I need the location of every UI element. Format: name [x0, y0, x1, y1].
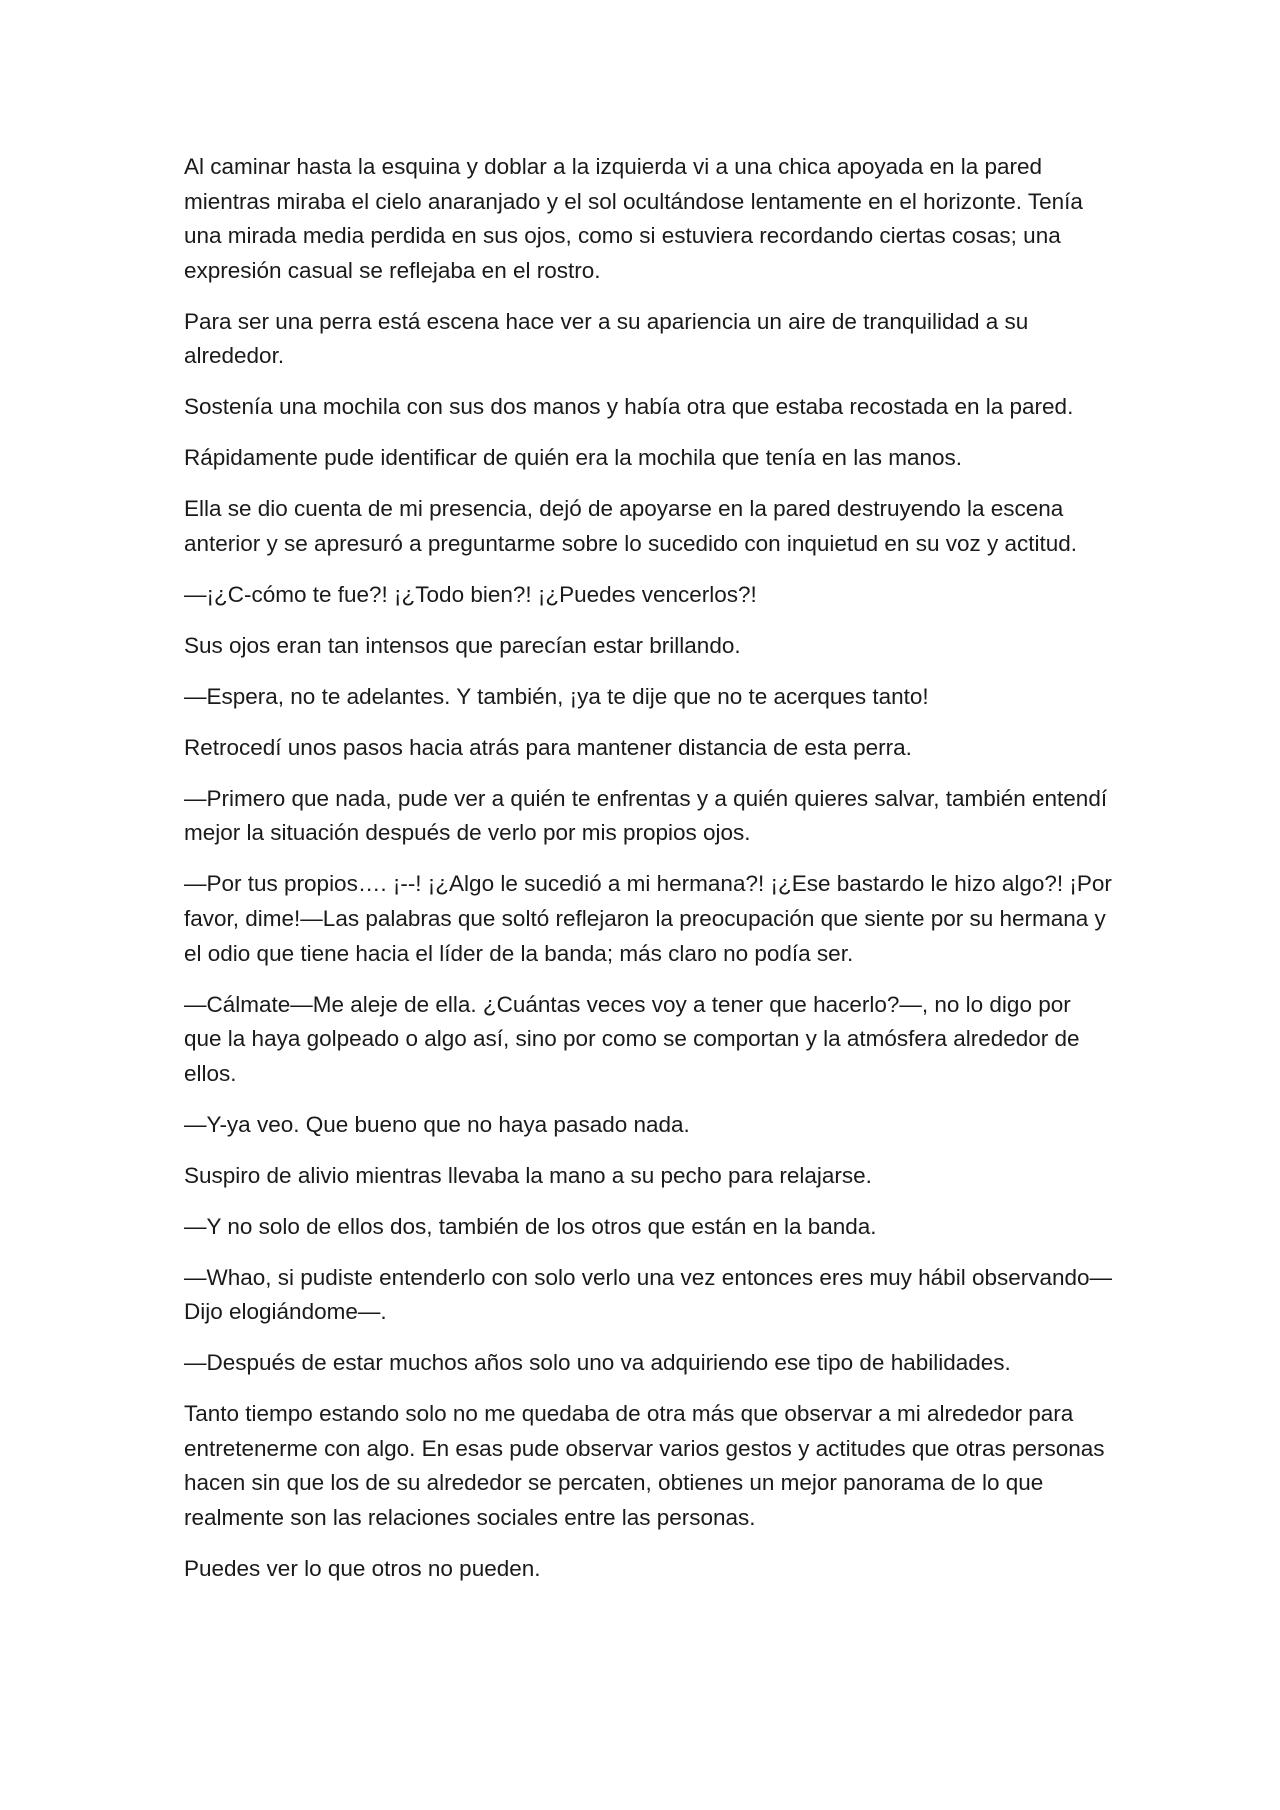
paragraph-15: —Y no solo de ellos dos, también de los otros que están en la banda. — [184, 1213, 877, 1239]
paragraph-1: Al caminar hasta la esquina y doblar a la izquierda vi a una chica apoyada en la pared mientras miraba el cielo anaranjado y el sol ocultándose lentamente en el horizonte. Tenía una mirada media perdida en sus ojos, como si estuviera recordando ciertas cosas; una expresión casual se reflejaba en el rostro. — [184, 154, 1083, 283]
paragraph-17: —Después de estar muchos años solo uno va adquiriendo ese tipo de habilidades. — [184, 1350, 1011, 1376]
paragraph-4: Rápidamente pude identificar de quién era la mochila que tenía en las manos. — [184, 445, 962, 471]
paragraph-16: —Whao, si pudiste entenderlo con solo verlo una vez entonces eres muy hábil observando—Dijo elogiándome—. — [184, 1264, 1113, 1325]
paragraph-19: Puedes ver lo que otros no pueden. — [184, 1556, 541, 1582]
document-body — [184, 150, 1114, 1603]
paragraph-2: Para ser una perra está escena hace ver a su apariencia un aire de tranquilidad a su alrededor. — [184, 308, 1029, 369]
paragraph-10: —Primero que nada, pude ver a quién te enfrentas y a quién quieres salvar, también entendí mejor la situación después de verlo por mis propios ojos. — [184, 785, 1108, 846]
paragraph-6: —¡¿C-cómo te fue?! ¡¿Todo bien?! ¡¿Puedes vencerlos?! — [184, 581, 757, 607]
paragraph-9: Retrocedí unos pasos hacia atrás para mantener distancia de esta perra. — [184, 734, 912, 760]
paragraph-14: Suspiro de alivio mientras llevaba la mano a su pecho para relajarse. — [184, 1162, 872, 1188]
paragraph-8: —Espera, no te adelantes. Y también, ¡ya te dije que no te acerques tanto! — [184, 683, 929, 709]
paragraph-18: Tanto tiempo estando solo no me quedaba de otra más que observar a mi alrededor para entretenerme con algo. En esas pude observar varios gestos y actitudes que otras personas hacen sin que los de su alrededor se percaten, obtienes un mejor panorama de lo que realmente son las relaciones sociales entre las personas. — [184, 1401, 1105, 1531]
paragraph-5: Ella se dio cuenta de mi presencia, dejó de apoyarse en la pared destruyendo la escena anterior y se apresuró a preguntarme sobre lo sucedido con inquietud en su voz y actitud. — [184, 496, 1078, 556]
paragraph-13: —Y-ya veo. Que bueno que no haya pasado nada. — [184, 1111, 690, 1137]
paragraph-11: —Por tus propios…. ¡--! ¡¿Algo le sucedió a mi hermana?! ¡¿Ese bastardo le hizo algo?! ¡Por favor, dime!—Las palabras que soltó reflejaron la preocupación que siente por su hermana y el odio que tiene hacia el líder de la banda; más claro no podía ser. — [184, 871, 1112, 966]
paragraph-7: Sus ojos eran tan intensos que parecían estar brillando. — [184, 632, 741, 658]
paragraph-3: Sostenía una mochila con sus dos manos y había otra que estaba recostada en la pared. — [184, 394, 1074, 420]
paragraph-12: —Cálmate—Me aleje de ella. ¿Cuántas veces voy a tener que hacerlo?—, no lo digo por que la haya golpeado o algo así, sino por como se comportan y la atmósfera alrededor de ellos. — [184, 991, 1080, 1086]
